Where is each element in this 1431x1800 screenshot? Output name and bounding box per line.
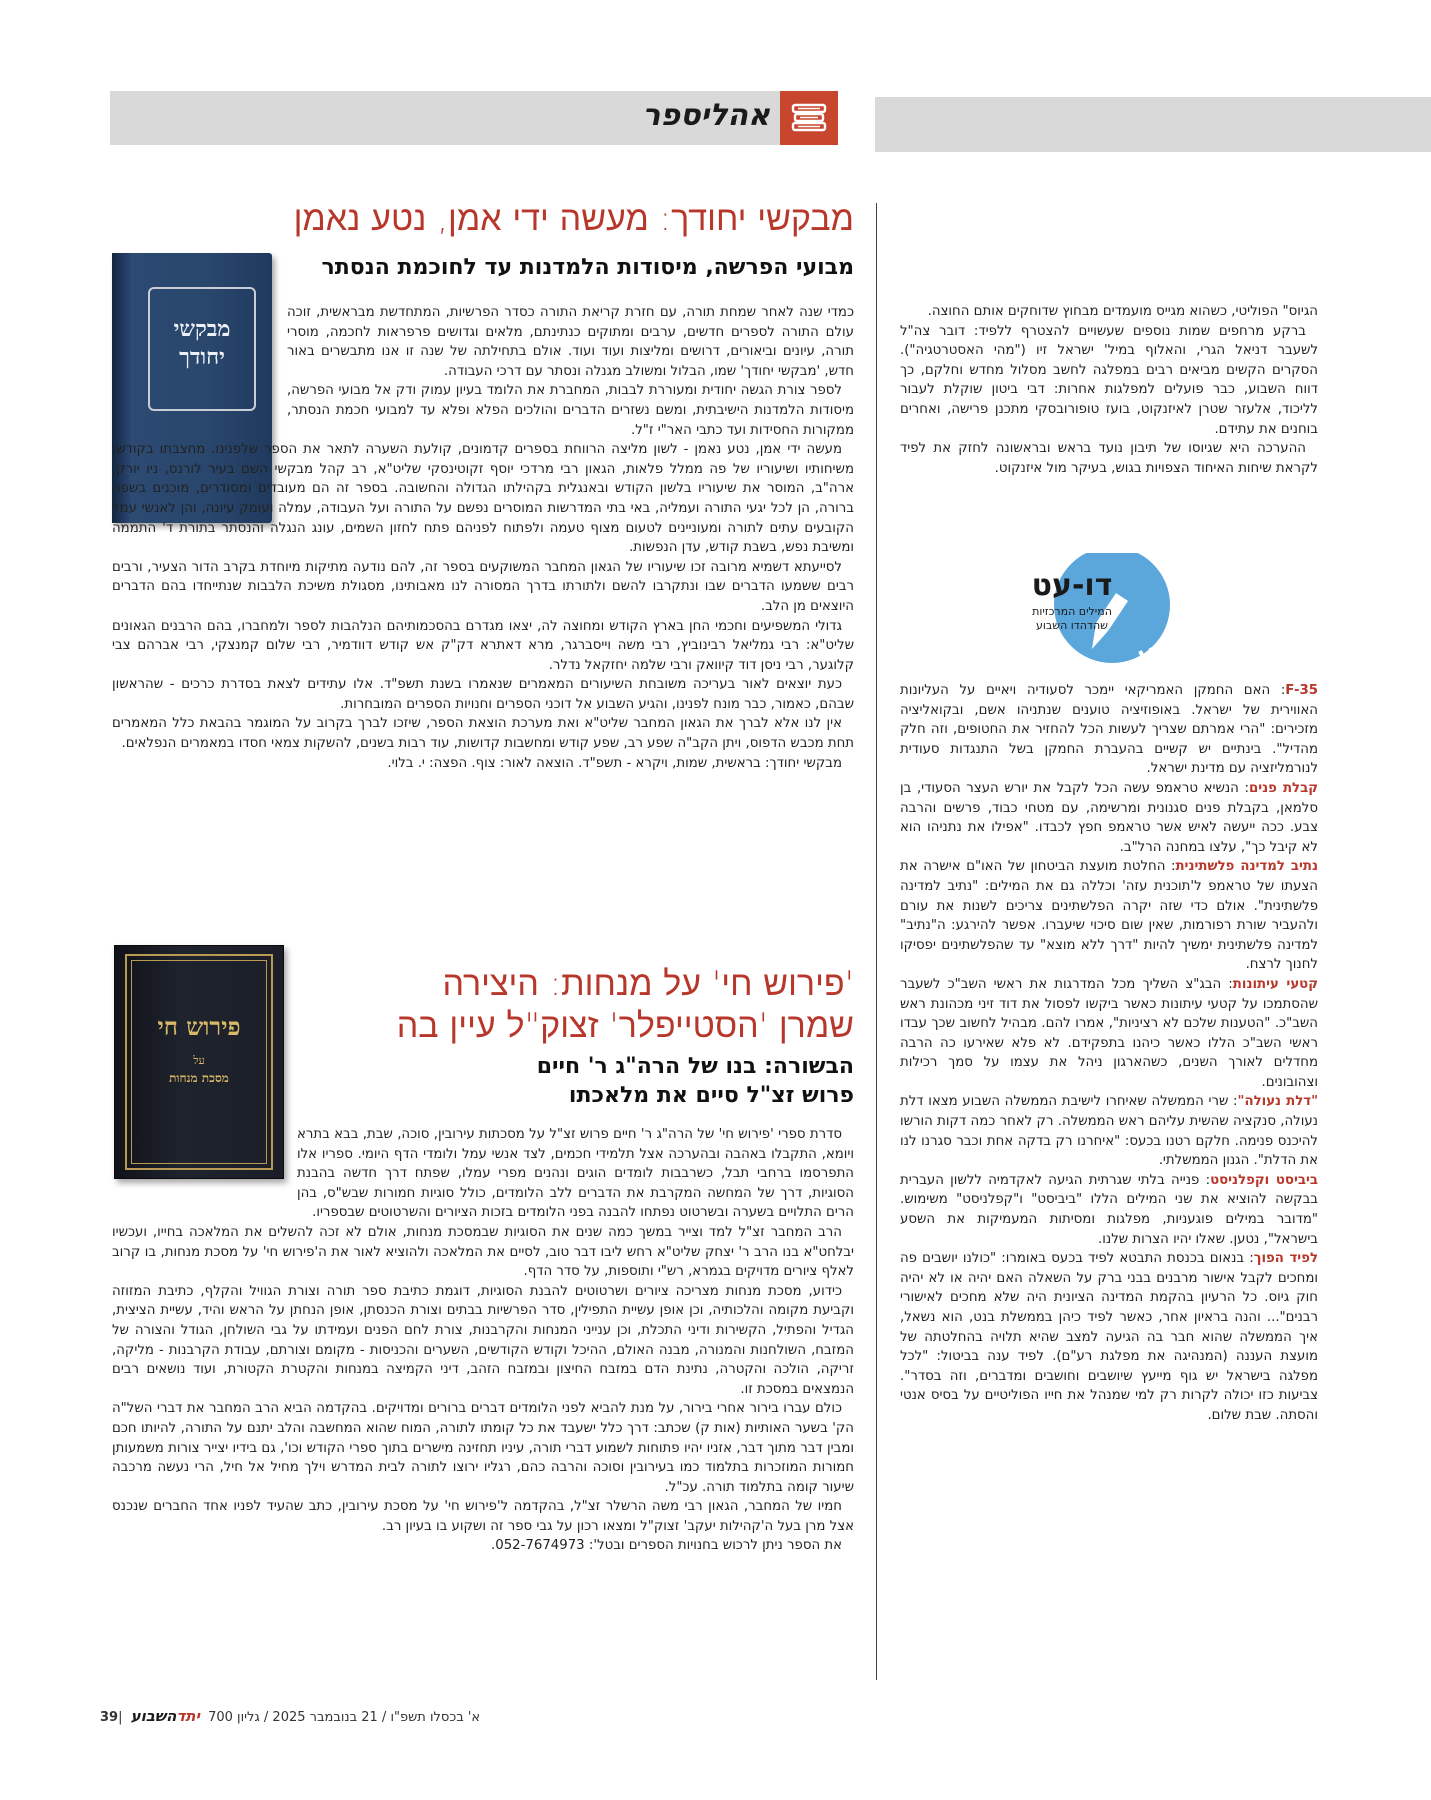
article1-subtitle [230, 253, 854, 283]
logo-title: דו-עט [1031, 568, 1113, 603]
footer-brand-a: יתד [176, 1707, 200, 1725]
logo-sub1: המילים המרכזיות [1032, 605, 1112, 618]
article1-subtitle-rest: מיסודות הלמדנות עד לחוכמת הנסתר [321, 255, 706, 280]
section-title: אהליספר [642, 98, 770, 133]
page-number: 39 [100, 1710, 119, 1725]
item-text: : שרי הממשלה שאיחרו לישיבת הממשלה השבוע מצאו דלת נעולה, סנקציה שהשית עליהם ראש הממשלה. רק לאחר כמה דקות הורשו להיכנס פנימה. חלקם רטנו בכעס: "איחרנו רק בדקה אחת וכבר סגרנו לנו את הדלת". הגנון הממשלתי. [900, 1094, 1318, 1169]
item-text: : הבג"צ השליך מכל המדרגות את ראשי השב"כ לשעבר שהסתמכו על קטעי עיתונות כאשר ביקשו לפסול את דוד זיני מכהונת ראש השב"כ. "הטענות שלכם לא רציניות", אמרו להם. מבהיל לחשוב שכך עבדו ראשי השב"כ הללו כאשר כיהנו בתפקידם. לא פלא שאירעו כה הרבה מחדלים לאורך השנים, כשהארגון ניהל את עצמו על סמך רכילות וצהובונים. [900, 976, 1318, 1090]
column-divider [876, 203, 877, 1680]
article1-paragraph: לספר צורת הגשה יחודית ומעוררת לבבות, המחברת את הלומד בעיון עמוק ודק אל מבועי הפרשה, מיסודות הלמדנות הישיבתית, ומשם נשזרים הדברים והולכים הפלא ופלא עד למבועי חכמת הנסתר, ממקורות החסידות ועד כתבי האר"י ז"ל. [287, 383, 854, 438]
book-cover-title: פירוש חי [157, 1012, 241, 1041]
du-et-item [900, 681, 1318, 779]
du-et-logo [1000, 553, 1190, 673]
du-et-item [900, 1171, 1318, 1249]
header-icon-box [780, 91, 838, 145]
article1-title: מבקשי יחודך: מעשה ידי אמן, נטע נאמן [293, 199, 854, 239]
item-text: : החלטת מועצת הביטחון של האו"ם אישרה את הצעתו של טראמפ ל'תוכנית עזה' וכללה גם את המילים: "נתיב למדינה פלשתינית". אולם כדי שזה יקרה הפלשתינים צריכים לשנות את עורם ולהעביר שורת רפורמות, שאין שום סיכוי שיעברו. אפשר להירגע: ה"נתיב" למדינה פלשתינית ימשיך להיות "דרך ללא מוצא" עד שהפלשתינים יפסיקו לחנוך לרצח. [900, 859, 1318, 973]
item-label: F-35 [1285, 683, 1318, 698]
item-label: לפיד הפוך [1253, 1251, 1318, 1267]
right-paragraph: הגיוס" הפוליטי, כשהוא מגייס מועמדים מבחוץ שדוחקים אותם החוצה. [927, 304, 1318, 319]
article2-paragraph: הרב המחבר זצ"ל למד וצייר במשך כמה שנים את הסוגיות שבמסכת מנחות, אולם לא זכה להשלים את המלאכה בחייו, ועכשיו יבלחט"א בנו הרב ר' יצחק שליט"א רחש ליבו דבר טוב, לסיים את המלאכה ולהוציא לאור את ה'פירוש חי' על מסכת מנחות, בו קרוב לאלף ציורים מדויקים בגמרא, רש"י ותוספות, על סדר הדף. [112, 1224, 854, 1280]
item-label: ביביסט וקפלניסט [1210, 1172, 1318, 1188]
book-cover-sub2: מסכת מנחות [169, 1071, 229, 1085]
item-text: : האם החמקן האמריקאי יימכר לסעודיה ויאיים על העליונות האווירית של ישראל. באופוזיציה טוענים שנתניהו אשם, ובקואליציה מזכירים: "הרי אמרתם שצריך לעשות הכל להחזיר את החטופים, וזה חלק מהדיל". בינתיים יש קשיים בהעברת החמקן בשל התנגדות סעודית לנורמליזציה עם מדינת ישראל. [900, 683, 1318, 777]
footer-brand [131, 1707, 200, 1725]
article2-paragraph: כולם עברו בירור אחרי בירור, על מנת להביא לפני הלומדים דברים ברורים ומדויקים. בהקדמה הביא הרב המחבר את דברי השל"ה הק' בשער האותיות (אות ק) שכתב: דרך כלל ישעבד את כל קומתו לתורה, המוח שהוא המחשבה והלב יתנם על התורה, להיותו חכם ומבין דבר מתוך דבר, אזניו יהיו פתוחות לשמוע דברי תורה, עיניו תחזינה מישרים בתוך ספרי הקודש וכו', גם בידיו יצייר צורות משמעותן חמורות המוזכרות בתלמוד כמו בעירובין וסוכה והרבה כהם, רגליו ירוצו לתורה לבית המדרש וילך מחיל אל חיל, הרי נעשה מרכבה שיעור קומה בתלמוד תורה. עכ"ל. [112, 1401, 854, 1495]
item-label: "דלת נעולה" [1237, 1094, 1319, 1110]
item-label: קטעי עיתונות [1232, 976, 1318, 992]
right-column-items [900, 681, 1318, 1426]
header-band-right [875, 97, 1431, 152]
book-cover-title: מבקשי יחודך [173, 316, 231, 370]
article1-credit: מבקשי יחודך: בראשית, שמות, ויקרא - תשפ"ד. הוצאה לאור: צוף. הפצה: י. בלוי. [387, 755, 842, 771]
article1-body [112, 303, 854, 773]
article2-title-line1: 'פירוש חי' על מנחות: היצירה [442, 964, 854, 1004]
footer-brand-b: השבוע [130, 1707, 177, 1725]
du-et-item [900, 1249, 1318, 1425]
article2-paragraph: את הספר ניתן לרכוש בחנויות הספרים ובטל': 052-7674973. [491, 1538, 842, 1554]
article1-paragraph: אין לנו אלא לברך את הגאון המחבר שליט"א ואת מערכת הוצאת הספר, שיזכו לברך בקרוב על המוגמר בהבאת כלל המאמרים תחת מכבש הדפוס, ויתן הקב"ה שפע רב, שפע קודש ומחשבות קדושות, עוד רבות בשנים, להשקות צמאי חסדו במאמרים הנפלאים. [112, 716, 854, 752]
article1-paragraph: לסייעתא דשמיא מרובה זכו שיעוריו של הגאון המחבר המשוקעים בספר זה, להם נודעה מתיקות מיוחדת בקרב הדור הצעיר, ורבים רבים ששמעו הדברים שבו ונתקרבו להשם ולתורתו בדרך המסורה לנו מאבותינו, מסגולת משיכת הלבבות שנתייחדו בהם הדברים היוצאים מן הלב. [112, 559, 854, 614]
footer-divider: | [118, 1710, 123, 1725]
item-label: קבלת פנים [1248, 780, 1318, 796]
du-et-item [900, 1092, 1318, 1170]
article2-body [112, 1125, 854, 1556]
du-et-item [900, 779, 1318, 857]
item-text: : הנשיא טראמפ עשה הכל לקבל את יורש העצר הסעודי, בן סלמאן, בקבלת פנים סגנונית ומרשימה, עם מטחי כבוד, פרשים והרבה צבע. ככה ייעשה לאיש אשר טראמפ חפץ לכבדו. "אפילו את נתניהו הוא לא קיבל כך", עלצו במחנה הרל"ב. [900, 780, 1318, 855]
logo-sub2: שהדהדו השבוע [1036, 619, 1108, 632]
book-cover-sub1: על [193, 1054, 205, 1067]
article2-paragraph: חמיו של המחבר, הגאון רבי משה הרשלר זצ"ל, בהקדמה ל'פירוש חי' על מסכת עירובין, כתב שהעיד לפניו אחד החברים שנכנס אצל מרן בעל ה'קהילות יעקב' זצוק"ל ומצאו רכון על גבי ספר זה ושקוע בו בעיון רב. [112, 1499, 854, 1534]
article2-paragraph: כידוע, מסכת מנחות מצריכה ציורים ושרטוטים להבנת הסוגיות, דוגמת כתיבת ספר תורה וצורת הגוויל והקלף, כתיבת המזוזה וקביעת מקומה והלכותיה, וכן אופן עשיית התפילין, סדר הפרשיות בבתים וצורת הכנסתן, אופן הנחתן על הראש והיד, עשיית הציצית, הגדיל והפתיל, הקשירות ודיני התכלת, וכן ענייני המנחות והקרבנות, צורת לחם הפנים ועמידתו על גבי השולחן, הגודל והצורה של המזבח, השולחנות והמנורה, מבנה האולם, ההיכל וקודש הקודשים, השערים והכניסות - מקומם וצורתם, עבודת הקרבנות - מליקה, זריקה, הולכה והקטרה, נתינת הדם במזבח החיצון ובמזבח הזהב, דיני הקמיצה במנחות והקטרת הקטורת, ועוד נושאים רבים הנמצאים במסכת זו. [112, 1283, 854, 1397]
item-label: נתיב למדינה פלשתינית [1175, 859, 1318, 875]
article2-title-line2: שמרן 'הסטייפלר' זצוק"ל עיין בה [396, 1006, 854, 1046]
article1-paragraph: כמדי שנה לאחר שמחת תורה, עם חזרת קריאת התורה כסדר הפרשיות, המתחדשת מבראשית, זוכה עולם התורה לספרים חדשים, ערבים ומתוקים כנתינתם, מלאים וגדושים פרפראות לחכמה, מוסרי תורה, עיונים וביאורים, דרושים ומליצות ועוד ועוד. אולם בתחילתה של שנה זו אנו מתבשרים באור חדש, 'מבקשי יחודך' שמו, הבלול ומשולב מגנלה ונסתר עם דרכי העבודה. [287, 305, 854, 379]
footer-issue: א' בכסלו תשפ"ו / 21 בנובמבר 2025 / גליון 700 [208, 1710, 481, 1725]
article1-paragraph: גדולי המשפיעים וחכמי החן בארץ הקודש ומחוצה לה, יצאו מגדרם בהסכמותיהם הנלהבות לספר ולמחברו, בהם הרבנים הגאונים שליט"א: רבי גמליאל רבינוביץ, רבי משה וייסברגר, מרא דאתרא דק"ק אש קודש דוודמיר, רבי שלום קמנצקי, רבי אברהם צבי קלוגער, רבי ניסן דוד קיוואק ורבי שלמה יחזקאל נדלר. [112, 618, 854, 673]
article2-paragraph: סדרת ספרי 'פירוש חי' של הרה"ג ר' חיים פרוש זצ"ל על מסכתות עירובין, סוכה, שבת, בבא בתרא ויומא, התקבלו באהבה ובהערכה אצל תלמידי חכמים, לצד אנשי עמל ולומדי הדף היומי. ספריו אלו התפרסמו ברחבי תבל, כשרבבות לומדים הוגים ונהנים מפרי עמלו, שפתח דרך חדשה בהבנת הסוגיות, דרך של המחשה המקרבת את הדברים ללב הלומדים, כולל סוגיות חמורות שבש"ס, בהן הרים התלויים בשערה ובשרטוט נפתחו להבנה בפני הלומדים בזכות הציורים והשרטוטים שבספריו. [297, 1127, 854, 1221]
article2-subtitle-line1: הבשורה: בנו של הרה"ג ר' חיים [536, 1054, 854, 1079]
du-et-item [900, 975, 1318, 1093]
page-footer [100, 1707, 700, 1727]
right-paragraph: ברקע מרחפים שמות נוספים שעשויים להצטרף ללפיד: דובר צה"ל לשעבר דניאל הגרי, והאלוף במיל' ישראל זיו ("מהי האסטרטגיה"). הסקרים הקשים מביאים רבים במפלגה לחשב מסלול מחדש וחלקם, כך דווח השבוע, כבר פועלים למפלגות אחרות: דבי ביטון שוקלת לעבור לליכוד, אלעזר שטרן לאיזנקוט, בועז טופורובסקי מתכנן פרישה, ואחרים בוחנים את עתידם. [900, 323, 1318, 437]
right-column-top [900, 302, 1318, 478]
article2-subtitle-line2: פרוש זצ"ל סיים את מלאכתו [568, 1083, 854, 1108]
item-text: : בנאום בכנסת התבטא לפיד בכעס באומרו: "כולנו יושבים פה ומחכים לקבל אישור מרבנים בבני ברק על השאלה האם יהיה או לא יהיה חוק גיוס. כל הרעיון בהקמת המדינה הציונית היה שלא מחכים לאישורי רבנים"... והנה בראיון אחר, כאשר לפיד כיהן בממשלת בנט, הוא נשאל, איך הממשלה שהוא חבר בה הגיעה למצב שהיא תלויה בהחלטתה של מועצת העננה (המנהיגה את מפלגת רע"ם). לפיד ענה בביטול: "לכל מפלגה בישראל יש גוף מייעץ שיושבים וחושבים ומדברים, וזה בסדר". צביעות כזו יכולה לקרות רק למי שמנהל את חייו הפוליטיים על בסיס אנטי והסתה. שבת שלום. [900, 1251, 1318, 1423]
article1-paragraph: מעשה ידי אמן, נטע נאמן - לשון מליצה הרווחת בספרים קדמונים, קולעת השערה לתאר את הספר שלפנינו. מחצבתו בקודש, משיחותיו ושיעוריו של פה ממלל פלאות, הגאון רבי מרדכי יוסף זקוטינסקי שליט"א, רב קהל מבקשי השם בעיר לורנס, ניו יורק, ארה"ב, המוסר את שיעוריו בלשון הקודש ובאנגלית בקהילתו הגדולה והחשובה. בספר זה הם מעובדים ומסודרים, מוכנים בשפה ברורה, הן לכל יגעי התורה ועמליה, באי בתי המדרשות המוסרים נפשם על התורה ועל העבודה, עמלה ועומק עיונה, והן לאנשי עמל הקובעים עתים לתורה ומעוניינים לטעום מצוף טעמה ולפתוח לפניהם פתח לחזון השמים, עונג הנגלה והנסתר בתורת ד' התממה ומשיבת נפש, בשבת קודש, עדן הנפשות. [112, 442, 854, 556]
du-et-item [900, 857, 1318, 975]
article1-subtitle-bold: מבועי הפרשה, [705, 255, 854, 280]
item-text: : פנייה בלתי שגרתית הגיעה לאקדמיה ללשון העברית בבקשה להוציא את שני המילים הללו "ביביסט" ו"קפלניסט" משימוש. "מדובר במילים פוגעניות, מפלגות ומסיתות המעמיקות את השסע בישראל", נטען. שאלו יהיו הצרות שלנו. [900, 1172, 1318, 1247]
books-icon [790, 101, 828, 135]
article1-paragraph: כעת יוצאים לאור בעריכה משובחת השיעורים המאמרים שנאמרו בשנת תשפ"ד. אלו עתידים לצאת בסדרת כרכים - שהראשון שבהם, כאמור, כבר מונח לפנינו, והגיע השבוע אל דוכני הספרים וחנויות הספרים המובחרות. [112, 677, 854, 712]
right-paragraph: ההערכה היא שגיוסו של תיבון נועד בראש ובראשונה לחזק את לפיד לקראת שיחות האיחוד הצפויות בגוש, בעיקר מול איזנקוט. [900, 441, 1318, 476]
